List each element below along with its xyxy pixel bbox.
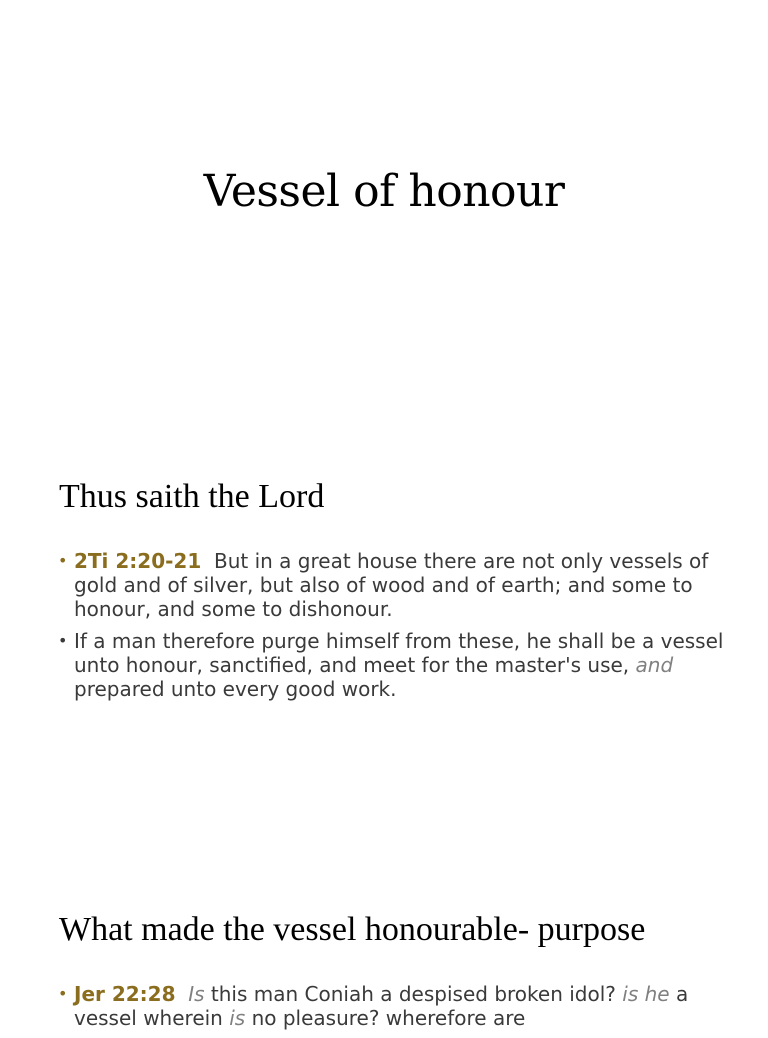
verse-italic-word: is (229, 1006, 246, 1030)
bullet-item-2ti-2-21 (58, 629, 728, 701)
verse-text: no pleasure? wherefore are (251, 1006, 526, 1030)
verse-text: If a man therefore purge himself from these, he shall be a vessel unto honour, sanctified, and meet for the master's use, (74, 629, 724, 677)
bullet-item-2ti-2-20 (58, 549, 728, 621)
section-heading-purpose: What made the vessel honourable- purpose (59, 911, 646, 948)
verse-text: this man Coniah a despised broken idol? (210, 982, 616, 1006)
bullet-list-jer (58, 982, 728, 1038)
verse-text: prepared unto every good work. (74, 677, 397, 701)
verse-text: a vessel wherein (74, 982, 689, 1030)
verse-italic-word: and (635, 653, 674, 677)
verse-text: But in a great house there are not only vessels of gold and of silver, but also of wood and of earth; and some to honour, and some to dishonour. (74, 549, 709, 621)
bullet-dot-icon: • (58, 984, 68, 1003)
scripture-reference: 2Ti 2:20-21 (74, 549, 202, 573)
bullet-dot-icon: • (58, 551, 68, 570)
section-heading-thus-saith: Thus saith the Lord (59, 478, 325, 515)
bullet-list-2ti (58, 549, 728, 709)
bullet-dot-icon: • (58, 631, 68, 650)
bullet-item-jer-22-28 (58, 982, 728, 1030)
slide-title: Vessel of honour (203, 166, 565, 217)
verse-italic-word: is he (622, 982, 670, 1006)
scripture-reference: Jer 22:28 (74, 982, 176, 1006)
verse-italic-word: Is (188, 982, 205, 1006)
